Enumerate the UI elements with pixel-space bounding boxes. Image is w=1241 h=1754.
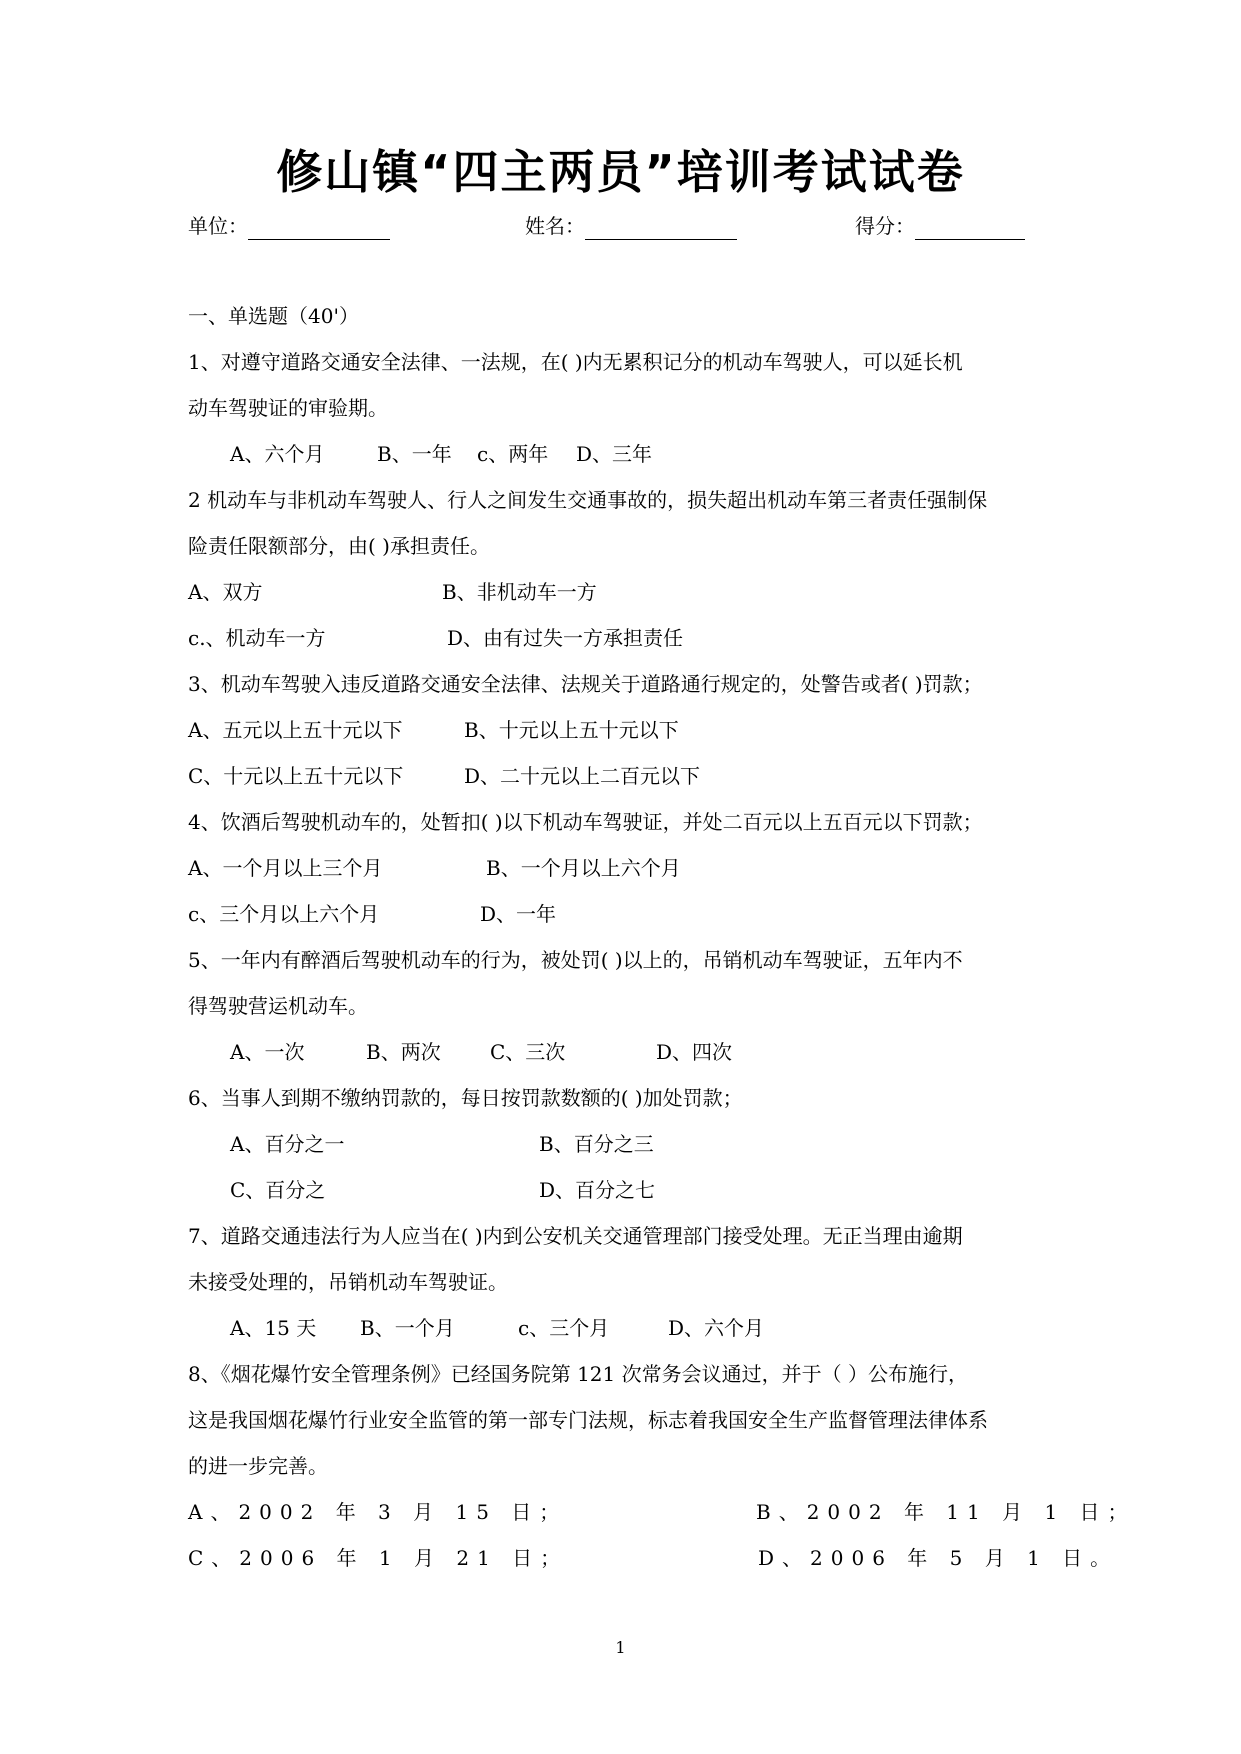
- q8-option-c: C、2006 年 1 月 21 日；: [188, 1546, 569, 1570]
- q2-option-d: D、由有过失一方承担责任: [447, 626, 684, 650]
- q8-option-d: D、2006 年 5 月 1 日。: [758, 1546, 1119, 1570]
- question-4-line-1: 4、饮酒后驾驶机动车的，处暂扣( )以下机动车驾驶证，并处二百元以上五百元以下罚款；: [188, 810, 983, 834]
- score-blank[interactable]: [915, 217, 1025, 240]
- q2-option-b: B、非机动车一方: [442, 580, 597, 604]
- name-field: [525, 212, 737, 240]
- q4-option-a: A、一个月以上三个月: [188, 856, 383, 880]
- unit-blank[interactable]: [248, 217, 390, 240]
- q6-option-d: D、百分之七: [539, 1178, 656, 1202]
- question-5-line-2: 得驾驶营运机动车。: [188, 994, 368, 1018]
- q6-option-c: C、百分之: [230, 1178, 326, 1202]
- question-3-line-1: 3、机动车驾驶入违反道路交通安全法律、法规关于道路通行规定的，处警告或者( )罚款；: [188, 672, 983, 696]
- question-7-line-2: 未接受处理的，吊销机动车驾驶证。: [188, 1270, 508, 1294]
- q6-option-a: A、百分之一: [230, 1132, 345, 1156]
- q4-option-b: B、一个月以上六个月: [486, 856, 681, 880]
- question-5-line-1: 5、一年内有醉酒后驾驶机动车的行为，被处罚( )以上的，吊销机动车驾驶证，五年内不: [188, 948, 963, 972]
- q2-option-c: c.、机动车一方: [188, 626, 326, 650]
- q1-option-b: B、一年: [377, 442, 452, 466]
- q1-option-a: A、六个月: [230, 442, 325, 466]
- score-field: [855, 212, 1025, 240]
- question-2-line-1: 2 机动车与非机动车驾驶人、行人之间发生交通事故的，损失超出机动车第三者责任强制保: [188, 488, 988, 512]
- q3-option-c: C、十元以上五十元以下: [188, 764, 404, 788]
- section-heading: 一、单选题（40'）: [188, 304, 359, 328]
- page-number: 1: [615, 1638, 626, 1657]
- q4-option-c: c、三个月以上六个月: [188, 902, 380, 926]
- unit-field: [188, 212, 390, 240]
- question-8-line-1: 8、《烟花爆竹安全管理条例》已经国务院第 121 次常务会议通过，并于（ ）公布施行，: [188, 1362, 968, 1386]
- q4-option-d: D、一年: [480, 902, 557, 926]
- q8-option-b: B、2002 年 11 月 1 日；: [756, 1500, 1136, 1524]
- q3-option-d: D、二十元以上二百元以下: [464, 764, 701, 788]
- q5-option-b: B、两次: [366, 1040, 441, 1064]
- q6-option-b: B、百分之三: [539, 1132, 654, 1156]
- q7-option-c: c、三个月: [518, 1316, 610, 1340]
- name-label: 姓名：: [525, 214, 585, 238]
- question-7-line-1: 7、道路交通违法行为人应当在( )内到公安机关交通管理部门接受处理。无正当理由逾期: [188, 1224, 963, 1248]
- q1-option-d: D、三年: [576, 442, 653, 466]
- q7-option-a: A、15 天: [230, 1316, 317, 1340]
- question-8-line-2: 这是我国烟花爆竹行业安全监管的第一部专门法规，标志着我国安全生产监督管理法律体系: [188, 1408, 988, 1432]
- score-label: 得分：: [855, 214, 915, 238]
- question-6-line-1: 6、当事人到期不缴纳罚款的，每日按罚款数额的( )加处罚款；: [188, 1086, 743, 1110]
- q3-option-a: A、五元以上五十元以下: [188, 718, 403, 742]
- q8-option-a: A、2002 年 3 月 15 日；: [188, 1500, 568, 1524]
- q5-option-a: A、一次: [230, 1040, 305, 1064]
- question-1-line-1: 1、对遵守道路交通安全法律、一法规，在( )内无累积记分的机动车驾驶人，可以延长机: [188, 350, 963, 374]
- question-8-line-3: 的进一步完善。: [188, 1454, 328, 1478]
- q5-option-c: C、三次: [490, 1040, 566, 1064]
- q2-option-a: A、双方: [188, 580, 263, 604]
- unit-label: 单位：: [188, 214, 248, 238]
- question-1-line-2: 动车驾驶证的审验期。: [188, 396, 388, 420]
- q7-option-d: D、六个月: [668, 1316, 765, 1340]
- q1-option-c: c、两年: [477, 442, 549, 466]
- question-2-line-2: 险责任限额部分，由( )承担责任。: [188, 534, 490, 558]
- name-blank[interactable]: [585, 217, 737, 240]
- q3-option-b: B、十元以上五十元以下: [464, 718, 679, 742]
- q5-option-d: D、四次: [656, 1040, 733, 1064]
- q7-option-b: B、一个月: [360, 1316, 455, 1340]
- exam-title: 修山镇“四主两员”培训考试试卷: [276, 145, 965, 199]
